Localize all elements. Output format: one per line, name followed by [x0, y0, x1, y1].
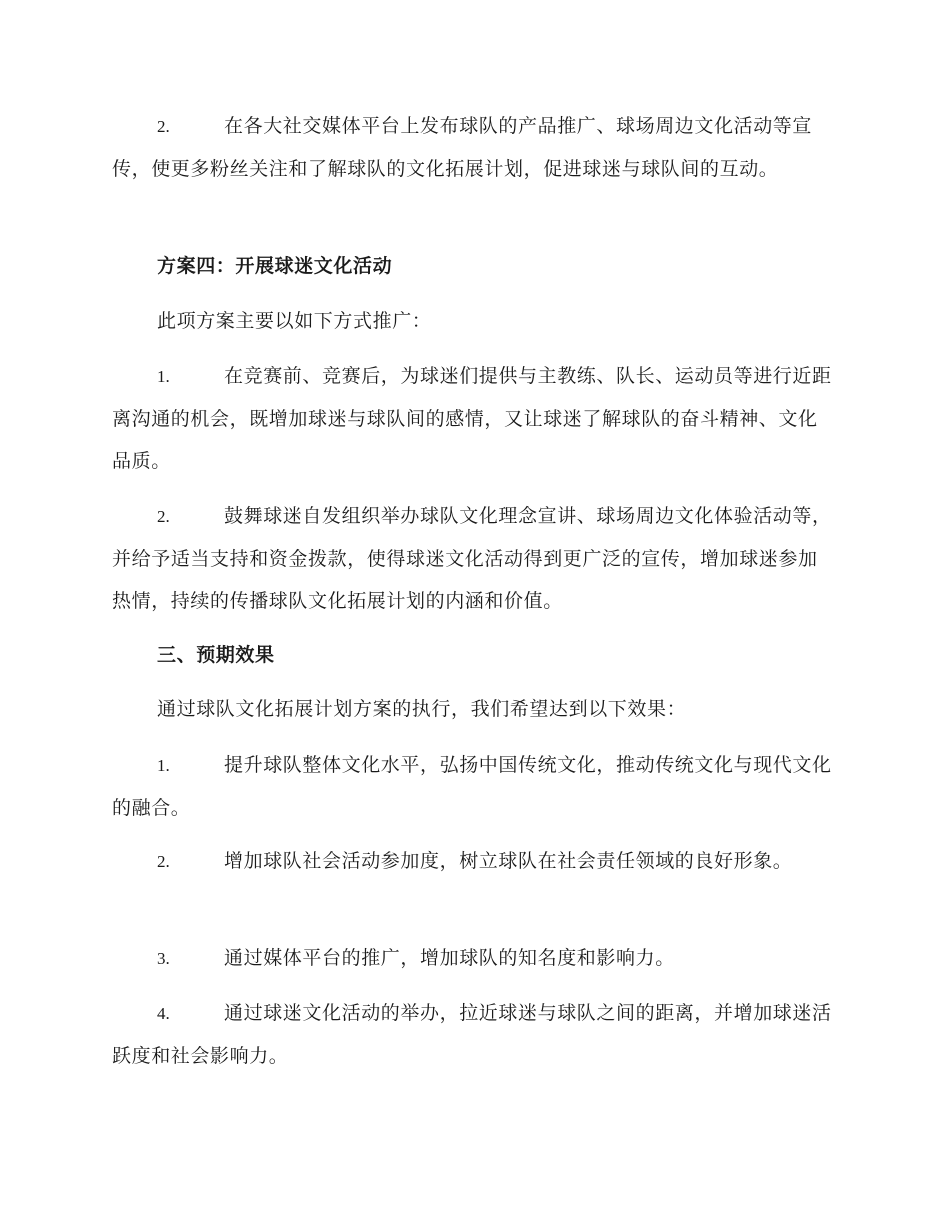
list-number: 2.: [157, 852, 170, 871]
list-number: 1.: [157, 367, 170, 386]
list-text: 鼓舞球迷自发组织举办球队文化理念宣讲、球场周边文化体验活动等，并给予适当支持和资金拨款，使得球迷文化活动得到更广泛的宣传，增加球迷参加热情，持续的传播球队文化拓展计划的内涵和价值。: [112, 505, 832, 612]
list-item: [112, 105, 834, 190]
paragraph: 通过球队文化拓展计划方案的执行，我们希望达到以下效果：: [157, 698, 687, 720]
section-heading: 方案四：开展球迷文化活动: [157, 255, 393, 277]
list-number: 2.: [157, 117, 170, 136]
list-text: 在竞赛前、竞赛后，为球迷们提供与主教练、队长、运动员等进行近距离沟通的机会，既增加球迷与球队间的感情，又让球迷了解球队的奋斗精神、文化品质。: [112, 365, 832, 472]
list-number: 4.: [157, 1004, 170, 1023]
paragraph: 此项方案主要以如下方式推广：: [157, 310, 432, 332]
list-item: [112, 840, 834, 883]
list-item: [112, 992, 834, 1077]
section-heading: 三、预期效果: [157, 644, 275, 666]
list-text: 通过球迷文化活动的举办，拉近球迷与球队之间的距离，并增加球迷活跃度和社会影响力。: [112, 1002, 832, 1067]
list-text: 在各大社交媒体平台上发布球队的产品推广、球场周边文化活动等宣传，使更多粉丝关注和了解球队的文化拓展计划，促进球迷与球队间的互动。: [112, 115, 813, 180]
list-item: [112, 495, 834, 622]
list-item: [112, 355, 834, 482]
list-number: 3.: [157, 949, 170, 968]
list-item: [112, 744, 834, 829]
list-number: 2.: [157, 507, 170, 526]
list-text: 增加球队社会活动参加度，树立球队在社会责任领域的良好形象。: [224, 850, 793, 872]
list-text: 提升球队整体文化水平，弘扬中国传统文化，推动传统文化与现代文化的融合。: [112, 754, 832, 819]
list-number: 1.: [157, 756, 170, 775]
list-text: 通过媒体平台的推广，增加球队的知名度和影响力。: [224, 947, 675, 969]
list-item: [112, 937, 834, 980]
